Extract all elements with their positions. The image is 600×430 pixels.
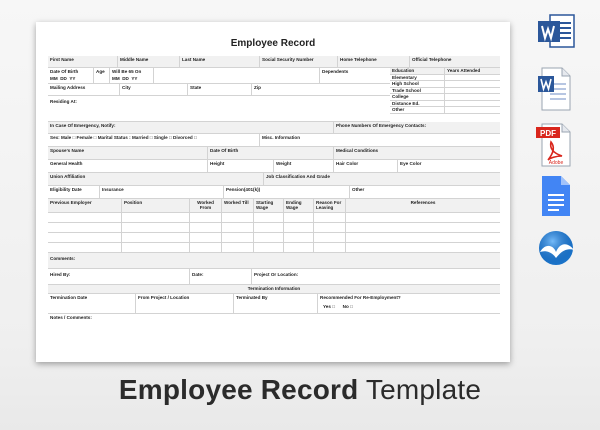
table-row xyxy=(48,243,500,253)
field-label: Hired By: xyxy=(48,269,190,284)
field-label: Trade School xyxy=(390,88,445,94)
form-row xyxy=(48,96,390,122)
field-label: Terminated By xyxy=(234,294,318,313)
footer-light: Template xyxy=(358,374,482,405)
field-label: In Case Of Emergency, Notify: xyxy=(48,122,334,133)
field-label: Years Attended xyxy=(447,68,481,73)
google-docs-icon[interactable] xyxy=(540,174,572,218)
form-row xyxy=(48,186,500,199)
field-label: Home Telephone xyxy=(338,56,410,67)
column-header: Starting Wage xyxy=(254,199,284,212)
reemployment-cell xyxy=(318,294,500,313)
field-label: Female xyxy=(76,135,93,140)
field-label: Single xyxy=(153,135,168,140)
field-label: Middle Name xyxy=(118,56,180,67)
footer-bold: Employee Record xyxy=(118,374,359,405)
form-row xyxy=(48,68,390,84)
adobe-label: Adobe xyxy=(548,160,564,166)
field-label: MM xyxy=(50,75,58,81)
sex-marital-cell xyxy=(48,134,260,146)
personal-block xyxy=(48,68,500,122)
field-label: Zip xyxy=(254,85,261,90)
field-label: Notes / Comments: xyxy=(50,315,92,320)
field-label: Date Of Birth xyxy=(50,69,79,74)
dob-cell xyxy=(48,68,94,83)
field-label: Medical Conditions xyxy=(336,148,379,153)
form-row xyxy=(390,107,500,114)
field-label: YY xyxy=(69,75,76,81)
checkbox[interactable]: □ xyxy=(332,304,335,310)
checkbox[interactable]: □ xyxy=(93,135,97,140)
table-row xyxy=(48,233,500,243)
field-label: Recommended For Re-Employment? xyxy=(320,295,401,300)
word-icon[interactable] xyxy=(536,12,576,50)
field-label: Spouse's Name xyxy=(48,147,208,159)
field-label: Elementary xyxy=(390,75,445,81)
field-label: Pension(401(k)) xyxy=(224,186,350,198)
field-label: Education xyxy=(390,68,445,74)
checkbox[interactable]: □ xyxy=(149,135,153,140)
form-row xyxy=(48,269,500,285)
document-title: Employee Record xyxy=(230,38,316,49)
openoffice-icon[interactable] xyxy=(534,228,580,268)
checkbox[interactable]: □ xyxy=(193,135,197,140)
sixtyfive-cell xyxy=(110,68,154,83)
field-label: Distance Ed. xyxy=(390,101,445,107)
blank-cell xyxy=(154,68,320,83)
section-heading: Termination Information xyxy=(247,286,301,291)
form-row xyxy=(48,147,500,160)
form-row xyxy=(48,173,500,186)
word-doc-icon[interactable] xyxy=(536,66,576,112)
column-header: References xyxy=(410,200,436,205)
field-label: College xyxy=(390,94,445,100)
field-label: Misc. Information xyxy=(262,135,301,140)
table-row xyxy=(48,213,500,223)
column-header: Position xyxy=(122,199,190,212)
checkbox[interactable]: □ xyxy=(168,135,172,140)
field-label: Will Be 65 On xyxy=(112,69,142,74)
employment-header xyxy=(48,199,500,213)
checkbox[interactable]: □ xyxy=(72,135,76,140)
field-label: High School xyxy=(390,81,445,87)
field-label: Comments: xyxy=(50,256,76,261)
form-row xyxy=(48,253,500,269)
field-label: General Health xyxy=(48,160,208,172)
field-label: DD xyxy=(60,75,67,81)
field-label: Termination Date xyxy=(48,294,136,313)
form-row xyxy=(48,122,500,134)
field-label: Date Of Birth xyxy=(208,147,334,159)
field-label: Other xyxy=(352,187,365,192)
column-header: Reason For Leaving xyxy=(314,199,346,212)
field-label: Last Name xyxy=(180,56,260,67)
field-label: DD xyxy=(122,75,129,81)
employee-form xyxy=(48,56,500,328)
field-label: Age xyxy=(94,68,110,83)
pdf-icon[interactable] xyxy=(534,122,578,168)
column-header: Previous Employer xyxy=(48,199,122,212)
field-label: Weight xyxy=(274,160,334,172)
footer-caption xyxy=(0,374,600,406)
field-label: Marital Status : Married xyxy=(97,135,149,140)
field-label: State xyxy=(188,84,252,95)
form-row xyxy=(48,294,500,314)
field-label: Job Classification And Grade xyxy=(266,174,330,179)
field-label: Eligibility Date xyxy=(48,186,100,198)
field-label: Hair Color xyxy=(334,160,398,172)
table-row xyxy=(48,223,500,233)
field-label: No xyxy=(342,304,349,310)
form-row xyxy=(48,134,500,147)
form-row xyxy=(48,84,390,96)
column-header: Ending Wage xyxy=(284,199,314,212)
column-header: Worked Till xyxy=(222,199,254,212)
column-header: Worked From xyxy=(190,199,222,212)
field-label: Union Affiliation xyxy=(48,173,264,185)
checkbox[interactable]: □ xyxy=(350,304,353,310)
field-label: Other xyxy=(390,107,445,113)
form-row xyxy=(48,314,500,328)
field-label: Divorced xyxy=(173,135,193,140)
field-label: Mailing Address xyxy=(48,84,120,95)
pdf-label: PDF xyxy=(540,129,556,138)
document-preview xyxy=(36,22,510,362)
field-label: Eye Color xyxy=(400,161,422,166)
field-label: Sex: Male xyxy=(50,135,72,140)
form-row xyxy=(48,160,500,173)
field-label: Insurance xyxy=(100,186,224,198)
field-label: YY xyxy=(131,75,138,81)
field-label: Project Or Location: xyxy=(254,272,299,277)
field-label: Height xyxy=(208,160,274,172)
field-label: From Project / Location xyxy=(136,294,234,313)
field-label: Phone Numbers Of Emergency Contacts: xyxy=(336,123,427,128)
education-table xyxy=(390,68,500,114)
field-label: Social Security Number xyxy=(260,56,338,67)
field-label: Date: xyxy=(190,269,252,284)
field-label: City xyxy=(120,84,188,95)
field-label: Official Telephone xyxy=(412,57,452,62)
field-label: First Name xyxy=(48,56,118,67)
field-label: Residing At: xyxy=(50,99,77,104)
form-row xyxy=(48,56,500,68)
field-label: Dependents xyxy=(322,69,349,74)
field-label: MM xyxy=(112,75,120,81)
field-label: Yes xyxy=(323,304,331,310)
form-row xyxy=(48,285,500,294)
